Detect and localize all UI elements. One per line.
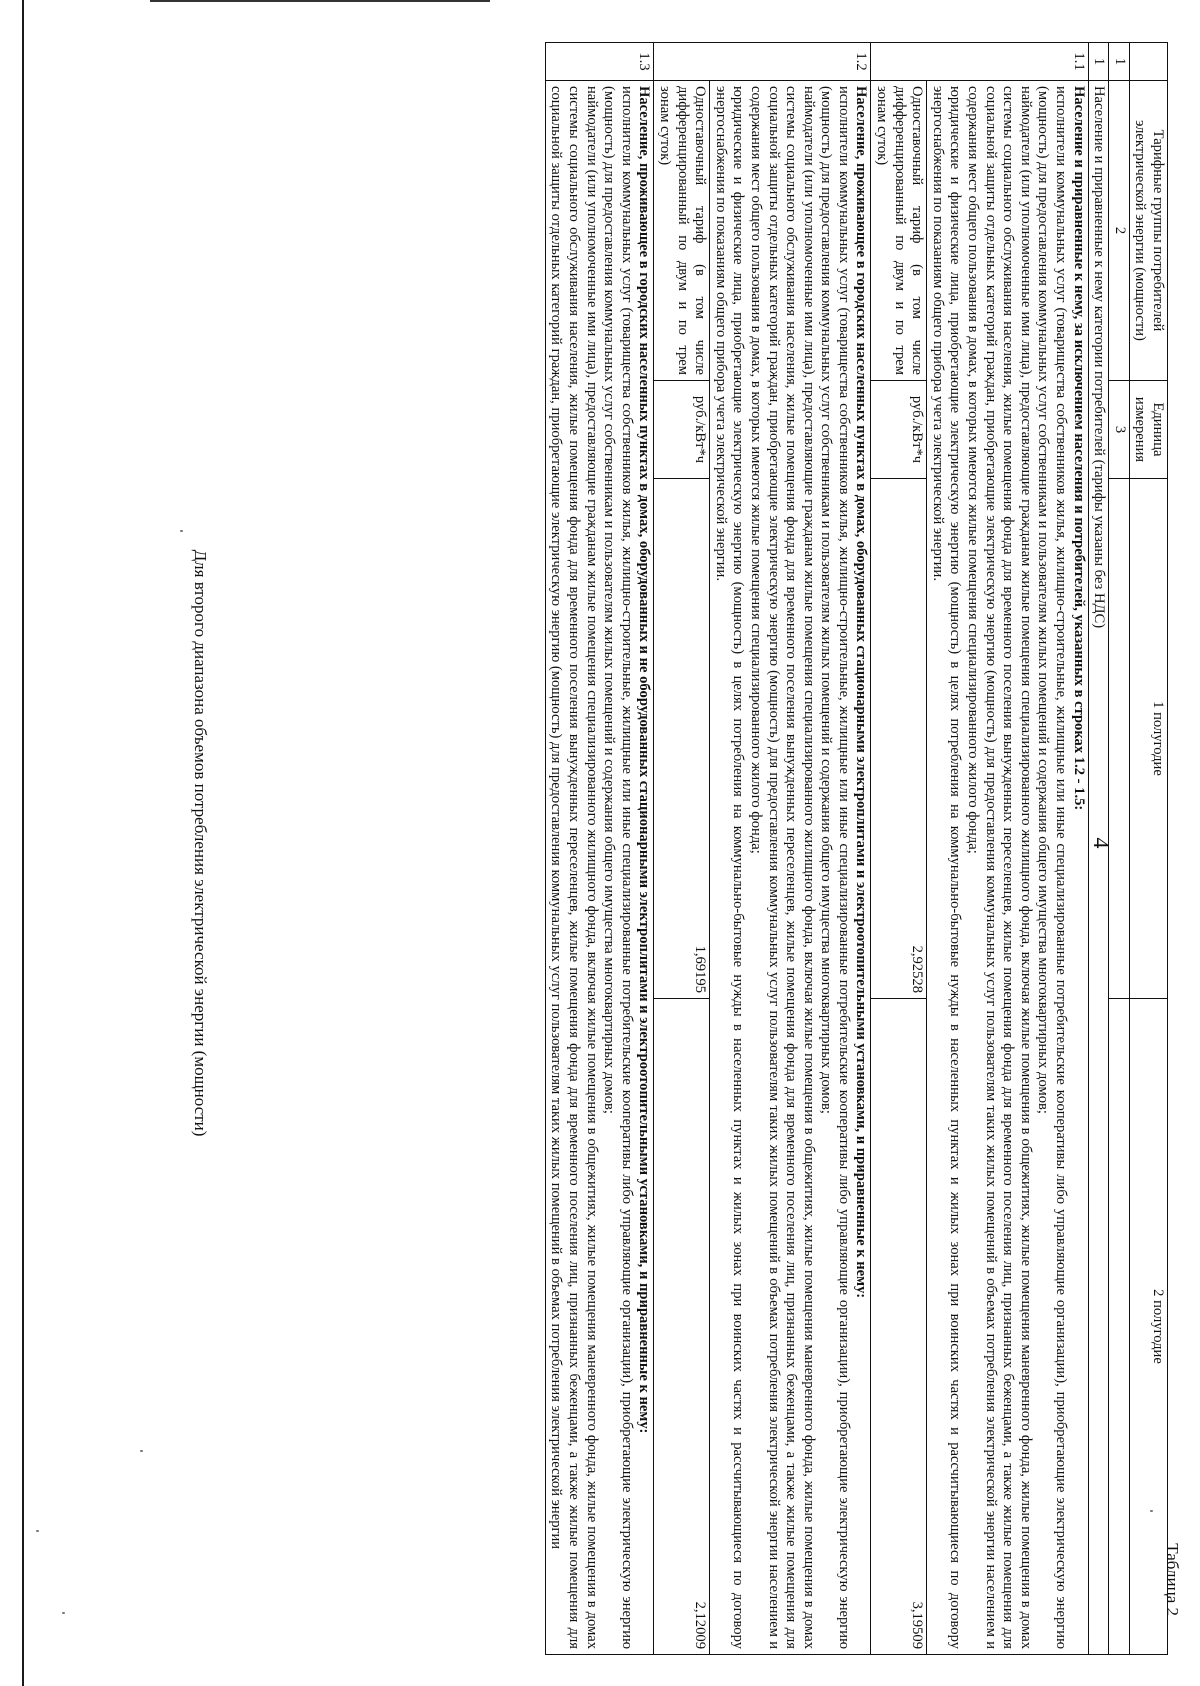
row-paragraph: наймодатели (или уполномоченные ими лица), предоставляющие гражданам жилые помещения специализированного жилищного фонда, включая жилые помещения в общежитиях, жилые помещения маневренного фонда, жилые помещения в домах системы социального обслуживания населения, жилые помещения фонда для временного поселения вынужденных переселенцев, жилые помещения фонда для временного поселения лиц, признанных беженцами, а также жилые помещения для социальной защиты отдельных категорий граждан, приобретающие электрическую энергию (мощность) для предоставления коммунальных услуг пользователям таких жилых помещений в объемах потребления электрической энергии населением и содержания мест общего пользования в домах, в которых имеются жилые помещения специализированного жилого фонда; bbox=[965, 86, 1034, 1649]
tariff-value-half1: 1,69195 bbox=[654, 479, 710, 999]
group-row bbox=[1088, 43, 1109, 1655]
header-cell-half2: 2 полугодие bbox=[1129, 999, 1167, 1655]
row-number: 1.3 bbox=[545, 43, 654, 81]
row-paragraph: наймодатели (или уполномоченные ими лица), предоставляющие гражданам жилые помещения специализированного жилищного фонда, включая жилые помещения в общежитиях, жилые помещения маневренного фонда, жилые помещения в домах системы социального обслуживания населения, жилые помещения фонда для временного поселения вынужденных переселенцев, жилые помещения фонда для временного поселения лиц, признанных беженцами, а также жилые помещения для социальной защиты отдельных категорий граждан, приобретающие электрическую энергию (мощность) для предоставления коммунальных услуг пользователям таких жилых помещений в объемах потребления электрической энергии bbox=[548, 86, 600, 1649]
tariff-value-half2: 2,12009 bbox=[654, 999, 710, 1655]
row-number: 1 bbox=[1088, 43, 1109, 81]
row-title: Население и приравненные к нему, за исключением населения и потребителей, указанных в строках 1.2 - 1.5: bbox=[1070, 86, 1087, 811]
table-label: Таблица 2 bbox=[1163, 1543, 1182, 1616]
header-cell-half1: 1 полугодие bbox=[1129, 479, 1167, 999]
header-cell-number bbox=[1129, 43, 1167, 81]
column-number: 2 bbox=[1109, 81, 1130, 381]
row-paragraph: юридические и физические лица, приобретающие электрическую энергию (мощность) в целях потребления на коммунально-бытовые нужды в населенных пунктах и жилых зонах при воинских частях и рассчитывающиеся по договору энергоснабжения по показаниям общего прибора учета электрической энергии. bbox=[712, 86, 747, 1649]
tariff-value-half1: 2,92528 bbox=[871, 479, 927, 999]
column-number-empty bbox=[1109, 479, 1130, 999]
row-paragraph: юридические и физические лица, приобретающие электрическую энергию (мощность) в целях потребления на коммунально-бытовые нужды в населенных пунктах и жилых зонах при воинских частях и рассчитывающиеся по договору энергоснабжения по показаниям общего прибора учета электрической энергии. bbox=[929, 86, 964, 1649]
tariff-unit: руб./кВт*ч bbox=[871, 381, 927, 479]
row-description bbox=[710, 81, 871, 1655]
tariff-value-half2: 3,19509 bbox=[871, 999, 927, 1655]
table-header-row bbox=[1129, 43, 1167, 1655]
row-paragraph: исполнители коммунальных услуг (товарищества собственников жилья, жилищно-строительные, жилищные или иные специализированные потребительские кооперативы либо управляющие организации), приобретающие электрическую энергию (мощность) для предоставления коммунальных услуг собственникам и пользователям жилых помещений и содержания общего имущества многоквартирных домов; bbox=[818, 86, 852, 1649]
row-paragraph: исполнители коммунальных услуг (товарищества собственников жилья, жилищно-строительные, жилищные или иные специализированные потребительские кооперативы либо управляющие организации), приобретающие электрическую энергию (мощность) для предоставления коммунальных услуг собственникам и пользователям жилых помещений и содержания общего имущества многоквартирных домов; bbox=[1035, 86, 1070, 1649]
tariff-unit: руб./кВт*ч bbox=[654, 381, 710, 479]
row-description bbox=[927, 81, 1088, 1655]
row-number: 1.1 bbox=[871, 43, 1088, 81]
group-title: Население и приравненные к нему категории потребителей (тарифы указаны без НДС) bbox=[1088, 81, 1109, 1655]
table-row-1-1 bbox=[927, 43, 1088, 1655]
column-number-row bbox=[1109, 43, 1130, 1655]
tariff-name: Одноставочный тариф (в том числе дифференцированный по двум и по трем зонам суток) bbox=[654, 81, 710, 381]
column-number: 1 bbox=[1109, 43, 1130, 81]
page-number: 4 bbox=[1089, 837, 1114, 849]
tariff-row-1-2 bbox=[654, 43, 710, 1655]
header-cell-unit: Единица измерения bbox=[1129, 381, 1167, 479]
document-heading: Для второго диапазона объемов потребления электрической энергии (мощности) bbox=[191, 549, 210, 1137]
table-row-1-2 bbox=[710, 43, 871, 1655]
header-cell-tariff-group: Тарифные группы потребителей электрической энергии (мощности) bbox=[1129, 81, 1167, 381]
row-title: Население, проживающее в городских населенных пунктах в домах, оборудованных стационарными электроплитами и электроотопительными установками, и приравненные к нему: bbox=[853, 86, 870, 1299]
row-paragraph: наймодатели (или уполномоченные ими лица), предоставляющие гражданам жилые помещения специализированного жилищного фонда, включая жилые помещения в общежитиях, жилые помещения маневренного фонда, жилые помещения в домах системы социального обслуживания населения, жилые помещения фонда для временного поселения вынужденных переселенцев, жилые помещения фонда для временного поселения лиц, признанных беженцами, а также жилые помещения для социальной защиты отдельных категорий граждан, приобретающие электрическую энергию (мощность) для предоставления коммунальных услуг пользователям таких жилых помещений в объемах потребления электрической энергии населением и содержания мест общего пользования в домах, в которых имеются жилые помещения специализированного жилого фонда; bbox=[747, 86, 817, 1649]
row-number: 1.2 bbox=[654, 43, 871, 81]
column-number: 3 bbox=[1109, 381, 1130, 479]
table-row-1-3 bbox=[545, 43, 654, 1655]
tariff-row-1-1 bbox=[871, 43, 927, 1655]
row-title: Население, проживающее в городских населенных пунктах в домах, оборудованных и не оборудованных стационарными электроплитами и электроотопительными установками, и приравненные к нему: bbox=[636, 86, 653, 1434]
tariff-table bbox=[545, 42, 1168, 1655]
row-paragraph: исполнители коммунальных услуг (товарищества собственников жилья, жилищно-строительные, жилищные или иные специализированные потребительские кооперативы либо управляющие организации), приобретающие электрическую энергию (мощность) для предоставления коммунальных услуг собственникам и пользователям жилых помещений и содержания общего имущества многоквартирных домов; bbox=[601, 86, 635, 1649]
row-description bbox=[545, 81, 654, 1655]
tariff-name: Одноставочный тариф (в том числе дифференцированный по двум и по трем зонам суток) bbox=[871, 81, 927, 381]
column-number-empty bbox=[1109, 999, 1130, 1655]
